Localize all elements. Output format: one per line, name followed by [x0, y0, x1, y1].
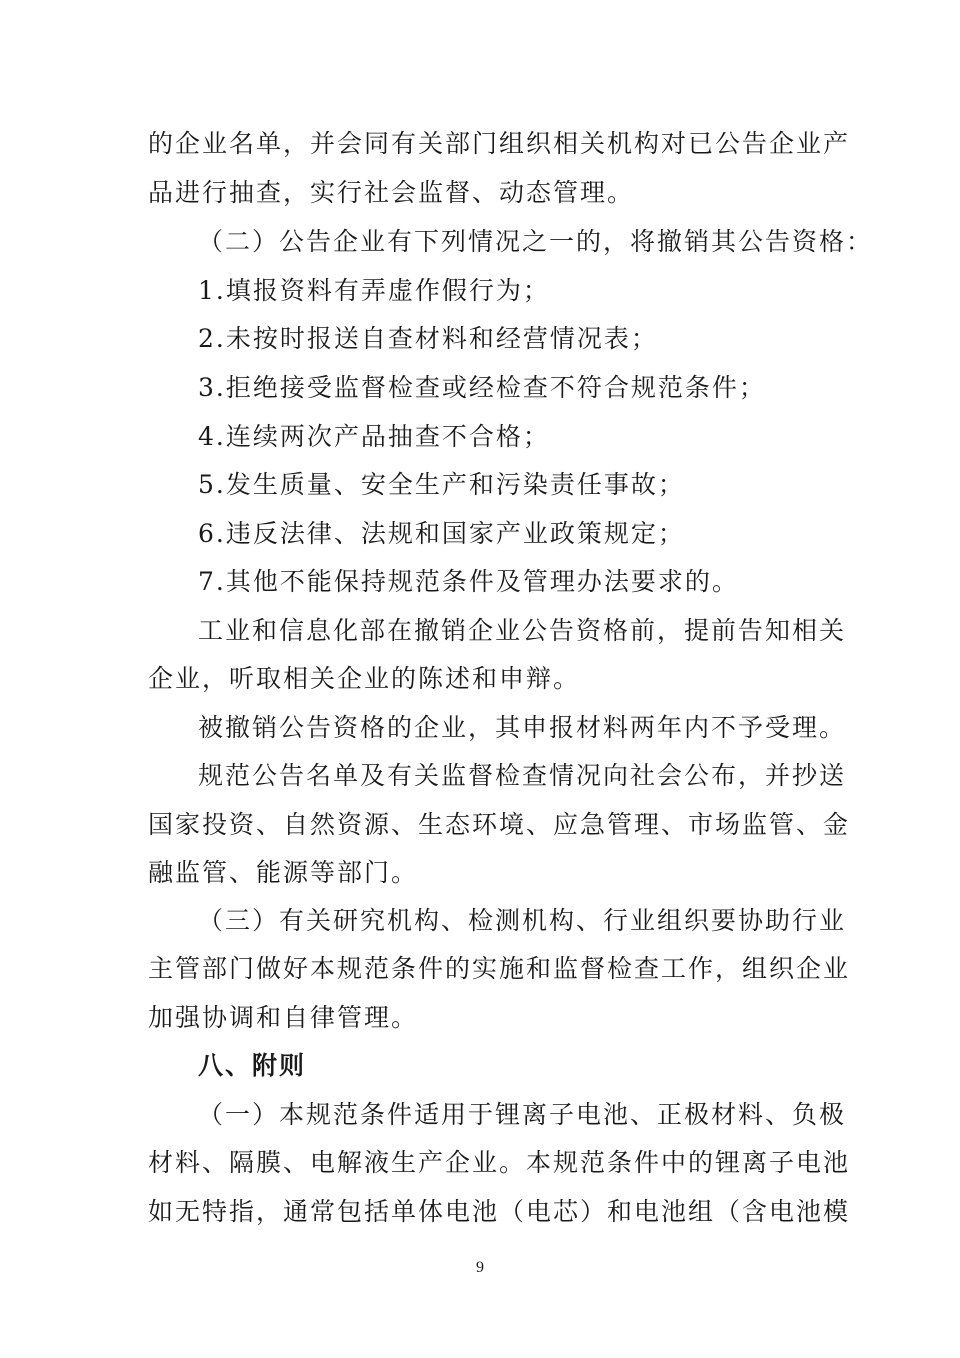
list-item: 3.拒绝接受监督检查或经检查不符合规范条件； — [198, 373, 766, 402]
section-heading: （三）有关研究机构、检测机构、行业组织要协助行业 — [198, 906, 847, 935]
text-line: 主管部门做好本规范条件的实施和监督检查工作，组织企业 — [148, 954, 851, 983]
text-line: 品进行抽查，实行社会监督、动态管理。 — [148, 178, 635, 207]
list-item: 4.连续两次产品抽查不合格； — [198, 422, 550, 451]
text-line: 如无特指，通常包括单体电池（电芯）和电池组（含电池模 — [148, 1197, 851, 1226]
section-heading: （二）公告企业有下列情况之一的，将撤销其公告资格： — [198, 227, 874, 256]
section-heading: （一）本规范条件适用于锂离子电池、正极材料、负极 — [198, 1100, 847, 1129]
text-line: 工业和信息化部在撤销企业公告资格前，提前告知相关 — [198, 616, 847, 645]
text-line: 融监管、能源等部门。 — [148, 858, 419, 887]
page-number: 9 — [476, 1259, 484, 1276]
list-item: 6.违反法律、法规和国家产业政策规定； — [198, 519, 685, 548]
text-line: 的企业名单，并会同有关部门组织相关机构对已公告企业产 — [148, 129, 851, 158]
list-item: 7.其他不能保持规范条件及管理办法要求的。 — [198, 567, 739, 596]
text-line: 加强协调和自律管理。 — [148, 1003, 419, 1032]
text-line: 规范公告名单及有关监督检查情况向社会公布，并抄送 — [198, 761, 847, 790]
text-line: 材料、隔膜、电解液生产企业。本规范条件中的锂离子电池 — [148, 1148, 851, 1177]
text-line: 国家投资、自然资源、生态环境、应急管理、市场监管、金 — [148, 810, 851, 839]
text-line: 被撤销公告资格的企业，其申报材料两年内不予受理。 — [198, 713, 847, 742]
list-item: 1.填报资料有弄虚作假行为； — [198, 276, 550, 305]
list-item: 5.发生质量、安全生产和污染责任事故； — [198, 470, 685, 499]
list-item: 2.未按时报送自查材料和经营情况表； — [198, 324, 658, 353]
text-line: 企业，听取相关企业的陈述和申辩。 — [148, 664, 581, 693]
chapter-heading: 八、附则 — [198, 1051, 307, 1080]
